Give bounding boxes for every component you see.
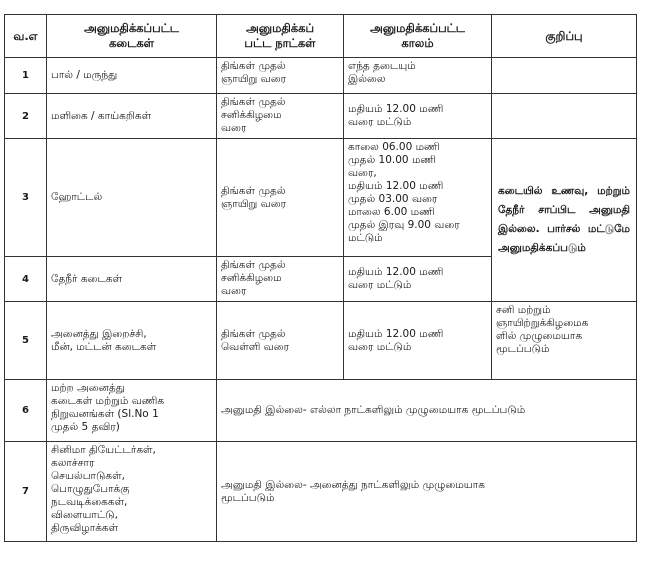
remark-cell [492, 58, 637, 94]
days-cell: திங்கள் முதல் சனிக்கிழமை வரை [217, 257, 344, 302]
shop-cell: ஹோட்டல் [47, 139, 217, 257]
days-cell: திங்கள் முதல் ஞாயிறு வரை [217, 139, 344, 257]
table-row [5, 94, 637, 139]
row-number: 5 [5, 302, 47, 380]
header-remarks: குறிப்பு [492, 15, 637, 58]
header-shops: அனுமதிக்கப்பட்ட கடைகள் [47, 15, 217, 58]
table-row [5, 302, 637, 380]
days-cell: திங்கள் முதல் வெள்ளி வரை [217, 302, 344, 380]
header-row [5, 15, 637, 58]
time-cell: காலை 06.00 மணி முதல் 10.00 மணி வரை, மதியம் 12.00 மணி முதல் 03.00 வரை மாலை 6.00 மணி முதல் இரவு 9.00 வரை மட்டும் [344, 139, 492, 257]
time-cell: மதியம் 12.00 மணி வரை மட்டும் [344, 302, 492, 380]
merged-remark-cell: கடையில் உணவு, மற்றும் தேநீர் சாப்பிட அனுமதி இல்லை. பார்சல் மட்டுமே அனுமதிக்கப்படும் [492, 139, 637, 302]
time-cell: மதியம் 12.00 மணி வரை மட்டும் [344, 94, 492, 139]
table-row [5, 442, 637, 542]
shop-cell: பால் / மருந்து [47, 58, 217, 94]
shop-cell: அனைத்து இறைச்சி, மீன், மட்டன் கடைகள் [47, 302, 217, 380]
shop-cell: மளிகை / காய்கறிகள் [47, 94, 217, 139]
row-number: 6 [5, 380, 47, 442]
row-number: 4 [5, 257, 47, 302]
table-row [5, 139, 637, 257]
row-number: 7 [5, 442, 47, 542]
row-number: 3 [5, 139, 47, 257]
time-cell: எந்த தடையும் இல்லை [344, 58, 492, 94]
header-time: அனுமதிக்கப்பட்ட காலம் [344, 15, 492, 58]
time-cell: மதியம் 12.00 மணி வரை மட்டும் [344, 257, 492, 302]
table-row [5, 58, 637, 94]
days-cell: திங்கள் முதல் ஞாயிறு வரை [217, 58, 344, 94]
shop-cell: மற்ற அனைத்து கடைகள் மற்றும் வணிக நிறுவனங்கள் (Sl.No 1 முதல் 5 தவிர) [47, 380, 217, 442]
row-number: 1 [5, 58, 47, 94]
remark-cell: சனி மற்றும் ஞாயிற்றுக்கிழமைக ளில் முழுமையாக மூடப்படும் [492, 302, 637, 380]
header-serial: வ.எ [5, 15, 47, 58]
shop-cell: சினிமா தியேட்டர்கள், கலாச்சார செயல்பாடுகள், பொழுதுபோக்கு நடவடிக்கைகள், விளையாட்டு, திருவிழாக்கள் [47, 442, 217, 542]
shop-cell: தேநீர் கடைகள் [47, 257, 217, 302]
table-row [5, 380, 637, 442]
span-cell: அனுமதி இல்லை- அனைத்து நாட்களிலும் முழுமையாக மூடப்படும் [217, 442, 637, 542]
days-cell: திங்கள் முதல் சனிக்கிழமை வரை [217, 94, 344, 139]
remark-cell [492, 94, 637, 139]
restrictions-table [4, 14, 637, 542]
row-number: 2 [5, 94, 47, 139]
span-cell: அனுமதி இல்லை- எல்லா நாட்களிலும் முழுமையாக மூடப்படும் [217, 380, 637, 442]
header-days: அனுமதிக்கப் பட்ட நாட்கள் [217, 15, 344, 58]
